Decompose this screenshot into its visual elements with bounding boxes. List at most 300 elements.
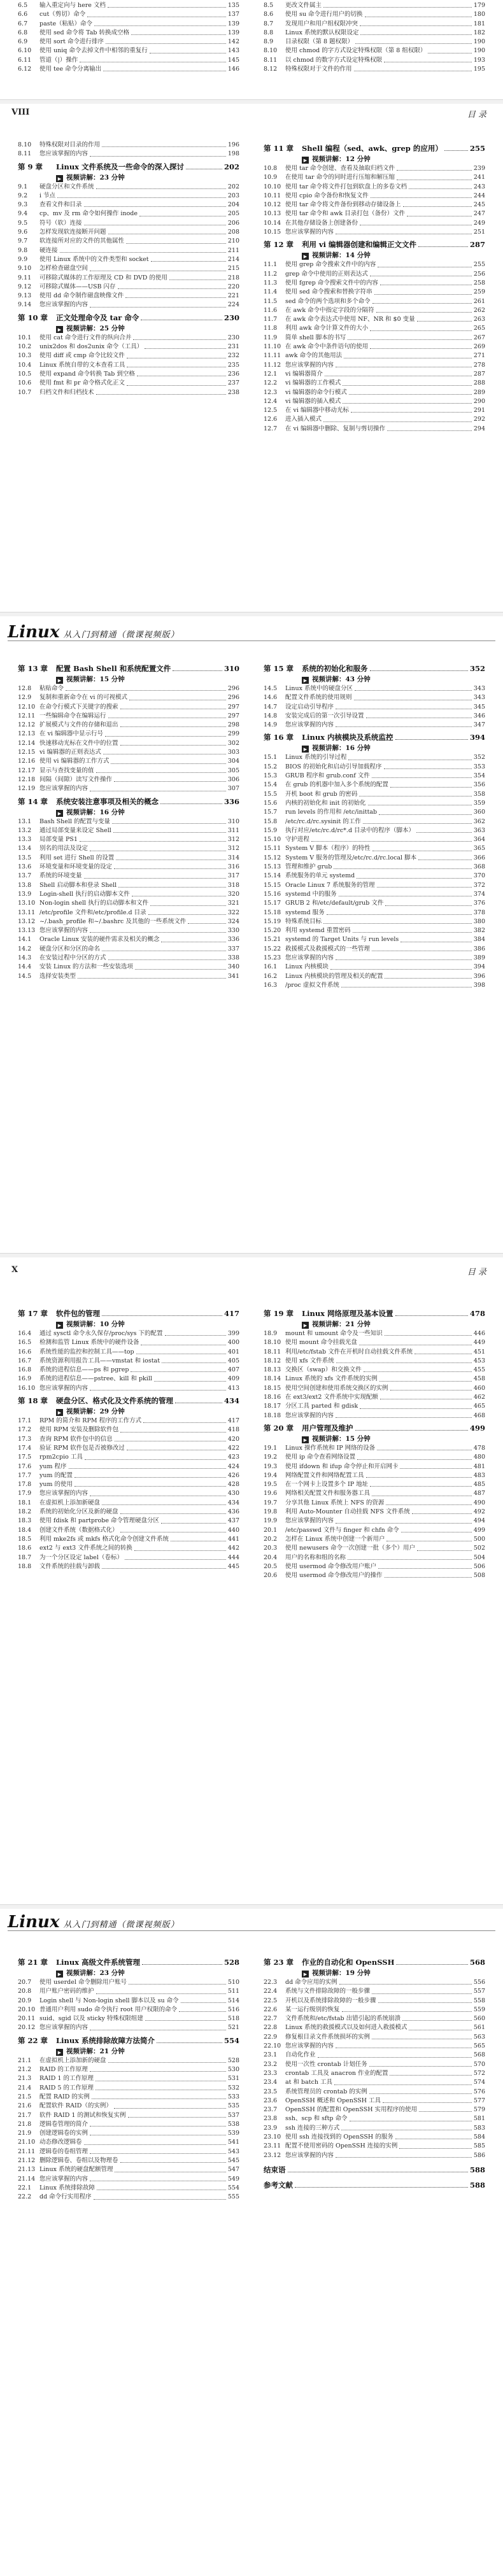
toc-entry[interactable] xyxy=(18,2023,239,2032)
toc-entry[interactable] xyxy=(18,56,239,65)
toc-entry-title: 在虚拟机上添加新的硬盘 xyxy=(39,2056,106,2064)
toc-entry[interactable] xyxy=(18,1978,239,1987)
toc-entry[interactable] xyxy=(18,1366,239,1375)
toc-entry[interactable] xyxy=(264,881,485,890)
toc-entry[interactable] xyxy=(264,1366,485,1375)
toc-entry[interactable] xyxy=(18,917,239,926)
toc-entry[interactable] xyxy=(264,219,485,228)
toc-entry[interactable] xyxy=(264,406,485,415)
toc-entry[interactable] xyxy=(18,945,239,954)
toc-entry[interactable] xyxy=(264,379,485,388)
toc-entry[interactable] xyxy=(18,388,239,397)
toc-entry[interactable] xyxy=(18,1329,239,1338)
toc-entry[interactable] xyxy=(18,693,239,702)
toc-entry[interactable] xyxy=(18,65,239,74)
toc-entry-number: 12.15 xyxy=(18,749,36,756)
toc-entry[interactable] xyxy=(264,926,485,935)
toc-entry[interactable] xyxy=(18,817,239,826)
toc-chapter-heading[interactable] xyxy=(264,663,485,674)
toc-entry[interactable] xyxy=(18,1997,239,2006)
toc-entry[interactable] xyxy=(264,270,485,279)
toc-entry[interactable] xyxy=(264,917,485,926)
toc-entry[interactable] xyxy=(264,2124,485,2133)
toc-chapter-heading[interactable] xyxy=(18,796,239,807)
toc-entry-title: ssh、scp 和 sftp 命令 xyxy=(285,2115,348,2123)
toc-entry[interactable] xyxy=(264,2069,485,2078)
toc-entry[interactable] xyxy=(18,2138,239,2147)
toc-entry[interactable] xyxy=(18,2014,239,2023)
toc-chapter-heading[interactable] xyxy=(264,732,485,743)
toc-entry[interactable] xyxy=(264,351,485,360)
toc-entry[interactable] xyxy=(264,1444,485,1453)
toc-entry-page: 265 xyxy=(473,325,485,332)
toc-entry[interactable] xyxy=(264,183,485,192)
toc-entry[interactable] xyxy=(18,1435,239,1444)
dot-leader xyxy=(94,2199,226,2200)
toc-entry-title: Bash Shell 的配置与变量 xyxy=(39,817,111,825)
toc-chapter-heading[interactable] xyxy=(264,1422,485,1434)
toc-entry[interactable] xyxy=(18,361,239,370)
toc-entry-page: 190 xyxy=(473,47,485,55)
toc-entry-number: 18.15 xyxy=(264,1384,281,1392)
toc-entry[interactable] xyxy=(264,425,485,434)
toc-entry[interactable] xyxy=(264,2097,485,2105)
toc-entry[interactable] xyxy=(18,1508,239,1517)
toc-entry[interactable] xyxy=(264,2051,485,2060)
toc-entry[interactable] xyxy=(264,1489,485,1498)
toc-chapter-heading[interactable] xyxy=(18,663,239,674)
toc-entry[interactable] xyxy=(18,2102,239,2111)
toc-entry[interactable] xyxy=(264,854,485,863)
toc-entry[interactable] xyxy=(18,963,239,972)
dot-leader xyxy=(102,1315,222,1316)
toc-entry[interactable] xyxy=(18,246,239,255)
toc-entry[interactable] xyxy=(264,753,485,762)
toc-entry[interactable] xyxy=(264,835,485,844)
toc-entry[interactable] xyxy=(264,817,485,826)
toc-end-entry[interactable] xyxy=(264,2164,485,2176)
dot-leader xyxy=(96,394,226,395)
toc-entry[interactable] xyxy=(264,29,485,38)
toc-entry[interactable] xyxy=(18,1544,239,1553)
dot-leader xyxy=(336,1417,472,1418)
toc-entry[interactable] xyxy=(18,2156,239,2165)
toc-entry[interactable] xyxy=(264,721,485,730)
toc-entry[interactable] xyxy=(18,2065,239,2074)
toc-entry[interactable] xyxy=(264,781,485,789)
toc-entry[interactable] xyxy=(264,297,485,306)
toc-entry[interactable] xyxy=(264,2088,485,2097)
toc-entry-page: 583 xyxy=(473,2124,485,2132)
dot-leader xyxy=(133,339,226,340)
chapter-page: 310 xyxy=(223,664,239,673)
toc-entry[interactable] xyxy=(264,2114,485,2123)
toc-entry[interactable] xyxy=(264,201,485,209)
toc-entry[interactable] xyxy=(18,1489,239,1498)
toc-entry[interactable] xyxy=(18,1417,239,1426)
toc-entry[interactable] xyxy=(264,2133,485,2142)
toc-entry[interactable] xyxy=(18,2148,239,2156)
toc-entry[interactable] xyxy=(264,826,485,835)
toc-entry[interactable] xyxy=(264,1375,485,1384)
toc-chapter-heading[interactable] xyxy=(18,1957,239,1968)
toc-entry[interactable] xyxy=(18,835,239,844)
toc-entry[interactable] xyxy=(18,237,239,246)
toc-entry[interactable] xyxy=(264,2042,485,2051)
toc-entry[interactable] xyxy=(264,1348,485,1357)
toc-entry[interactable] xyxy=(18,757,239,766)
toc-entry[interactable] xyxy=(18,343,239,351)
toc-entry[interactable] xyxy=(18,274,239,283)
toc-entry[interactable] xyxy=(264,415,485,424)
toc-entry[interactable] xyxy=(18,283,239,292)
toc-entry[interactable] xyxy=(264,46,485,55)
toc-entry[interactable] xyxy=(264,397,485,406)
toc-entry[interactable] xyxy=(264,228,485,237)
toc-entry[interactable] xyxy=(18,1444,239,1453)
toc-entry[interactable] xyxy=(18,935,239,944)
toc-entry[interactable] xyxy=(18,1480,239,1489)
toc-entry-number: 18.6 xyxy=(18,1545,32,1552)
toc-entry[interactable] xyxy=(264,954,485,963)
toc-entry[interactable] xyxy=(264,324,485,333)
toc-entry-title: 某一运行级别的恢复 xyxy=(285,2006,340,2013)
toc-entry[interactable] xyxy=(264,872,485,881)
toc-entry[interactable] xyxy=(264,2060,485,2069)
toc-entry[interactable] xyxy=(264,909,485,917)
toc-entry[interactable] xyxy=(264,2151,485,2160)
toc-entry[interactable] xyxy=(264,1562,485,1571)
toc-entry[interactable] xyxy=(264,763,485,772)
toc-entry[interactable] xyxy=(18,1338,239,1347)
toc-chapter-heading[interactable] xyxy=(18,312,239,323)
toc-entry[interactable] xyxy=(264,65,485,74)
toc-entry-number: 17.1 xyxy=(18,1417,32,1425)
toc-entry[interactable] xyxy=(18,2056,239,2065)
toc-entry[interactable] xyxy=(264,1462,485,1471)
toc-entry-number: 16.1 xyxy=(264,963,278,971)
toc-entry[interactable] xyxy=(18,219,239,228)
toc-entry[interactable] xyxy=(18,844,239,853)
toc-entry[interactable] xyxy=(18,926,239,935)
toc-entry[interactable] xyxy=(264,1553,485,1562)
chapter-number: 第 13 章 xyxy=(18,664,48,673)
toc-entry[interactable] xyxy=(264,370,485,379)
toc-entry-title: 硬盘分区和文件系统 xyxy=(39,183,94,190)
dot-leader xyxy=(162,1362,226,1363)
toc-entry[interactable] xyxy=(18,1357,239,1366)
toc-entry[interactable] xyxy=(264,209,485,218)
toc-entry[interactable] xyxy=(264,981,485,990)
toc-entry[interactable] xyxy=(18,954,239,963)
toc-entry[interactable] xyxy=(264,1338,485,1347)
dot-leader xyxy=(370,348,472,349)
toc-entry[interactable] xyxy=(18,826,239,835)
toc-entry[interactable] xyxy=(264,963,485,972)
toc-entry-page: 449 xyxy=(473,1339,485,1347)
toc-entry-title: yum 程序 xyxy=(39,1462,67,1470)
toc-entry[interactable] xyxy=(264,1453,485,1462)
toc-chapter-heading[interactable] xyxy=(264,143,485,154)
toc-entry-page: 437 xyxy=(227,1517,239,1525)
toc-entry[interactable] xyxy=(264,1987,485,1996)
toc-entry[interactable] xyxy=(264,808,485,817)
toc-entry-title: 创建文件系统（数据格式化） xyxy=(39,1526,118,1534)
toc-entry[interactable] xyxy=(18,1471,239,1480)
toc-entry[interactable] xyxy=(264,1997,485,2006)
toc-entry-number: 15.11 xyxy=(264,845,281,853)
toc-entry[interactable] xyxy=(264,334,485,343)
toc-entry[interactable] xyxy=(18,264,239,273)
toc-entry[interactable] xyxy=(264,343,485,351)
toc-entry-number: 15.20 xyxy=(264,927,281,935)
toc-entry-page: 430 xyxy=(227,1490,239,1497)
toc-entry[interactable] xyxy=(18,1517,239,1525)
toc-chapter-heading[interactable] xyxy=(264,239,485,250)
toc-entry[interactable] xyxy=(18,2074,239,2083)
toc-entry[interactable] xyxy=(264,1,485,10)
toc-entry-number: 21.5 xyxy=(18,2093,32,2100)
video-note xyxy=(264,154,485,164)
toc-entry-title: 系统的环境变量 xyxy=(39,872,82,880)
toc-entry-page: 384 xyxy=(473,936,485,944)
toc-entry[interactable] xyxy=(264,863,485,872)
toc-entry[interactable] xyxy=(18,881,239,890)
toc-entry[interactable] xyxy=(18,1462,239,1471)
toc-entry[interactable] xyxy=(18,2129,239,2138)
toc-entry-page: 561 xyxy=(473,2024,485,2032)
toc-entry[interactable] xyxy=(264,279,485,288)
toc-entry[interactable] xyxy=(264,844,485,853)
toc-entry[interactable] xyxy=(264,173,485,182)
toc-entry[interactable] xyxy=(264,388,485,397)
toc-entry[interactable] xyxy=(18,2111,239,2120)
toc-entry[interactable] xyxy=(264,1329,485,1338)
toc-entry[interactable] xyxy=(18,775,239,784)
toc-entry-title: mount 和 umount 命令及一些知识 xyxy=(285,1330,383,1337)
toc-chapter-heading[interactable] xyxy=(18,161,239,173)
chapter-title: 正文处理命令及 tar 命令 xyxy=(56,313,139,322)
toc-entry[interactable] xyxy=(18,228,239,237)
toc-entry[interactable] xyxy=(264,1499,485,1508)
toc-entry[interactable] xyxy=(18,370,239,379)
toc-entry[interactable] xyxy=(264,1544,485,1553)
toc-entry[interactable] xyxy=(18,150,239,159)
toc-entry[interactable] xyxy=(264,703,485,712)
toc-chapter-heading[interactable] xyxy=(264,1308,485,1319)
toc-entry[interactable] xyxy=(18,784,239,793)
toc-entry-title: 交换区（swap）和交换文件 xyxy=(285,1366,362,1374)
toc-entry-page: 423 xyxy=(227,1454,239,1461)
toc-entry[interactable] xyxy=(264,315,485,324)
toc-entry-page: 305 xyxy=(227,767,239,774)
toc-entry[interactable] xyxy=(18,255,239,264)
toc-entry[interactable] xyxy=(264,306,485,315)
toc-entry[interactable] xyxy=(264,935,485,944)
toc-entry[interactable] xyxy=(18,863,239,872)
toc-end-entry[interactable] xyxy=(264,2179,485,2191)
toc-entry[interactable] xyxy=(18,1426,239,1434)
toc-entry[interactable] xyxy=(18,909,239,917)
toc-entry[interactable] xyxy=(18,183,239,192)
toc-entry[interactable] xyxy=(18,890,239,899)
toc-entry[interactable] xyxy=(18,1453,239,1462)
toc-entry[interactable] xyxy=(18,46,239,55)
toc-entry[interactable] xyxy=(18,748,239,757)
toc-entry-page: 321 xyxy=(227,900,239,907)
toc-entry[interactable] xyxy=(264,2142,485,2151)
toc-entry-title: /etc/rc.d/rc.sysinit 的工作 xyxy=(285,817,361,825)
toc-entry-title: 系统的初始化分区及新的硬盘 xyxy=(39,1508,118,1516)
toc-entry[interactable] xyxy=(264,164,485,173)
toc-entry[interactable] xyxy=(264,2078,485,2087)
toc-entry[interactable] xyxy=(264,684,485,693)
toc-entry[interactable] xyxy=(18,20,239,29)
toc-entry-title: run levels 的作用和 /etc/inittab xyxy=(285,809,378,816)
toc-entry[interactable] xyxy=(264,2023,485,2032)
toc-entry[interactable] xyxy=(264,38,485,46)
dot-leader xyxy=(120,1432,226,1433)
toc-entry[interactable] xyxy=(18,1,239,10)
toc-entry[interactable] xyxy=(264,972,485,981)
toc-entry-number: 22.4 xyxy=(264,1988,278,1995)
toc-entry[interactable] xyxy=(264,799,485,808)
toc-entry[interactable] xyxy=(18,1526,239,1535)
toc-chapter-heading[interactable] xyxy=(18,1308,239,1319)
toc-entry-title: 救援模式及救援模式的一些管理 xyxy=(285,945,371,952)
toc-entry[interactable] xyxy=(18,1375,239,1384)
toc-entry-title: 使用 uniq 命令去掉文件中相邻的重复行 xyxy=(39,47,148,55)
toc-entry[interactable] xyxy=(264,10,485,19)
toc-entry[interactable] xyxy=(18,2084,239,2093)
toc-entry[interactable] xyxy=(18,730,239,739)
toc-entry[interactable] xyxy=(18,2175,239,2184)
toc-entry[interactable] xyxy=(18,209,239,218)
toc-entry[interactable] xyxy=(264,1471,485,1480)
toc-entry[interactable] xyxy=(18,2184,239,2193)
toc-entry[interactable] xyxy=(18,2006,239,2014)
toc-entry[interactable] xyxy=(264,260,485,269)
toc-entry[interactable] xyxy=(18,351,239,360)
toc-entry[interactable] xyxy=(264,790,485,799)
toc-entry[interactable] xyxy=(18,29,239,38)
toc-entry-title: 快速移动光标在文件中的位置 xyxy=(39,739,118,747)
toc-entry[interactable] xyxy=(18,739,239,748)
toc-entry[interactable] xyxy=(264,2014,485,2023)
toc-entry[interactable] xyxy=(18,2120,239,2129)
toc-entry[interactable] xyxy=(264,1480,485,1489)
toc-entry[interactable] xyxy=(264,772,485,781)
toc-column-right xyxy=(264,1,485,74)
toc-entry[interactable] xyxy=(264,2033,485,2042)
toc-entry[interactable] xyxy=(18,201,239,209)
toc-entry-page: 135 xyxy=(227,2,239,9)
toc-entry[interactable] xyxy=(18,1553,239,1562)
toc-entry[interactable] xyxy=(18,899,239,908)
toc-entry[interactable] xyxy=(264,361,485,370)
toc-entry[interactable] xyxy=(264,945,485,954)
toc-entry[interactable] xyxy=(18,1348,239,1357)
toc-entry-number: 22.1 xyxy=(18,2184,32,2191)
toc-entry[interactable] xyxy=(264,192,485,201)
dot-leader xyxy=(90,2153,226,2154)
toc-entry[interactable] xyxy=(18,2093,239,2102)
toc-entry[interactable] xyxy=(18,712,239,721)
toc-entry[interactable] xyxy=(18,872,239,881)
toc-entry-page: 232 xyxy=(227,352,239,360)
toc-entry[interactable] xyxy=(264,288,485,297)
toc-entry[interactable] xyxy=(264,1978,485,1987)
toc-entry[interactable] xyxy=(264,1508,485,1517)
toc-entry[interactable] xyxy=(18,972,239,981)
toc-entry[interactable] xyxy=(18,1384,239,1393)
toc-chapter-heading[interactable] xyxy=(264,1957,485,1968)
toc-entry[interactable] xyxy=(264,1412,485,1420)
toc-entry[interactable] xyxy=(264,20,485,29)
toc-entry[interactable] xyxy=(18,292,239,301)
toc-chapter-heading[interactable] xyxy=(18,1395,239,1406)
toc-entry[interactable] xyxy=(18,38,239,46)
toc-entry-title: 使用 dd 命令制作磁盘映像文件 xyxy=(39,292,124,300)
toc-entry[interactable] xyxy=(264,712,485,721)
toc-entry[interactable] xyxy=(18,192,239,201)
toc-chapter-heading[interactable] xyxy=(18,2035,239,2046)
toc-entry[interactable] xyxy=(264,1384,485,1393)
dot-leader xyxy=(370,670,468,671)
toc-entry[interactable] xyxy=(18,684,239,693)
toc-entry[interactable] xyxy=(18,721,239,730)
toc-entry[interactable] xyxy=(18,1987,239,1996)
toc-entry[interactable] xyxy=(18,703,239,712)
toc-entry[interactable] xyxy=(18,1499,239,1508)
toc-entry[interactable] xyxy=(264,56,485,65)
toc-entry[interactable] xyxy=(18,301,239,309)
toc-entry[interactable] xyxy=(264,890,485,899)
toc-entry-title: 内核的初始化和 init 的初始化 xyxy=(285,799,366,807)
toc-entry[interactable] xyxy=(264,1517,485,1525)
toc-entry[interactable] xyxy=(18,854,239,863)
toc-entry[interactable] xyxy=(18,767,239,775)
toc-entry[interactable] xyxy=(264,1357,485,1366)
toc-entry[interactable] xyxy=(264,1571,485,1580)
toc-entry[interactable] xyxy=(18,2193,239,2202)
toc-entry-title: GRUB 程序和 grub.conf 文件 xyxy=(285,772,370,780)
toc-entry-page: 560 xyxy=(473,2015,485,2023)
toc-entry[interactable] xyxy=(264,1402,485,1411)
toc-entry-number: 20.12 xyxy=(18,2024,36,2032)
toc-entry-number: 21.2 xyxy=(18,2066,32,2074)
toc-entry-number: 14.2 xyxy=(18,945,32,952)
toc-entry[interactable] xyxy=(18,379,239,388)
toc-entry-page: 563 xyxy=(473,2033,485,2041)
toc-entry[interactable] xyxy=(264,899,485,908)
toc-entry-page: 543 xyxy=(227,2148,239,2155)
toc-entry[interactable] xyxy=(18,334,239,343)
toc-entry[interactable] xyxy=(18,1535,239,1544)
toc-entry-number: 11.4 xyxy=(264,288,278,296)
toc-entry[interactable] xyxy=(264,1526,485,1535)
toc-entry[interactable] xyxy=(264,693,485,702)
toc-entry[interactable] xyxy=(18,1562,239,1571)
toc-entry[interactable] xyxy=(18,141,239,150)
toc-entry[interactable] xyxy=(18,2165,239,2174)
toc-entry[interactable] xyxy=(264,2105,485,2114)
toc-entry[interactable] xyxy=(264,1393,485,1402)
toc-entry[interactable] xyxy=(18,10,239,19)
toc-entry[interactable] xyxy=(264,1535,485,1544)
toc-entry-number: 17.8 xyxy=(18,1481,32,1489)
toc-entry[interactable] xyxy=(264,2006,485,2014)
